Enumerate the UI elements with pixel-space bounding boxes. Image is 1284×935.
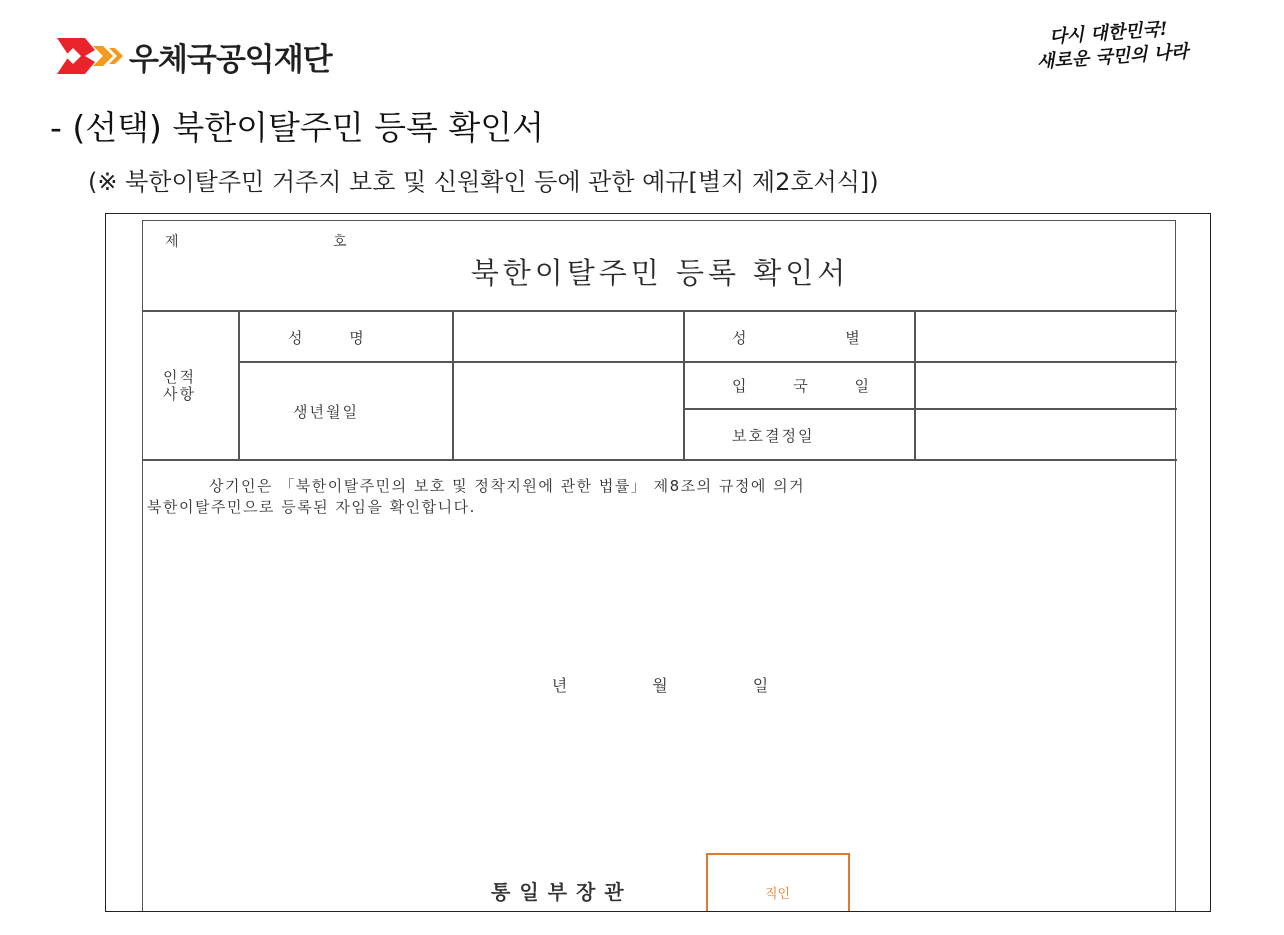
slogan xyxy=(1035,13,1233,74)
gender-label: 성 별 xyxy=(732,329,862,347)
statement-text xyxy=(147,476,1173,518)
table-row-line-1 xyxy=(238,361,1177,363)
table-top-line xyxy=(143,310,1177,312)
registration-form xyxy=(142,220,1176,912)
name-label: 성 명 xyxy=(288,329,366,347)
form-title: 북한이탈주민 등록 확인서 xyxy=(470,256,850,290)
section-title: - (선택) 북한이탈주민 등록 확인서 xyxy=(50,108,545,147)
document-frame xyxy=(105,213,1211,912)
birth-date-label: 생년월일 xyxy=(293,403,359,421)
statement-line-1: 상기인은 「북한이탈주민의 보호 및 정착지원에 관한 법률」 제8조의 규정에 의거 xyxy=(209,477,806,495)
table-col-line-1 xyxy=(238,310,240,460)
doc-number-label: 제 xyxy=(165,234,182,250)
logo-mark-icon xyxy=(55,36,127,76)
slogan-line-2: 새로운 국민의 나라 xyxy=(1036,41,1190,73)
foundation-logo xyxy=(55,36,332,76)
personal-info-label: 인적 사항 xyxy=(163,368,196,403)
statement-line-2: 북한이탈주민으로 등록된 자임을 확인합니다. xyxy=(147,498,476,516)
table-col-line-2 xyxy=(452,310,454,460)
doc-number-suffix: 호 xyxy=(333,234,347,250)
entry-date-label: 입 국 일 xyxy=(732,377,872,395)
table-bottom-line xyxy=(143,459,1177,461)
slogan-line-1: 다시 대한민국! xyxy=(1048,18,1169,48)
logo-text: 우체국공익재단 xyxy=(129,41,332,78)
table-row-line-2 xyxy=(683,408,1177,410)
official-seal-box xyxy=(706,853,850,912)
protection-date-label: 보호결정일 xyxy=(732,427,815,445)
table-col-line-3 xyxy=(683,310,685,460)
date-line: 년 월 일 xyxy=(551,676,769,695)
signer-title: 통일부장관 xyxy=(491,880,633,904)
table-col-line-4 xyxy=(914,310,916,460)
seal-text: 직인 xyxy=(764,887,791,902)
section-subtitle: (※ 북한이탈주민 거주지 보호 및 신원확인 등에 관한 예규[별지 제2호서식]) xyxy=(88,168,879,196)
